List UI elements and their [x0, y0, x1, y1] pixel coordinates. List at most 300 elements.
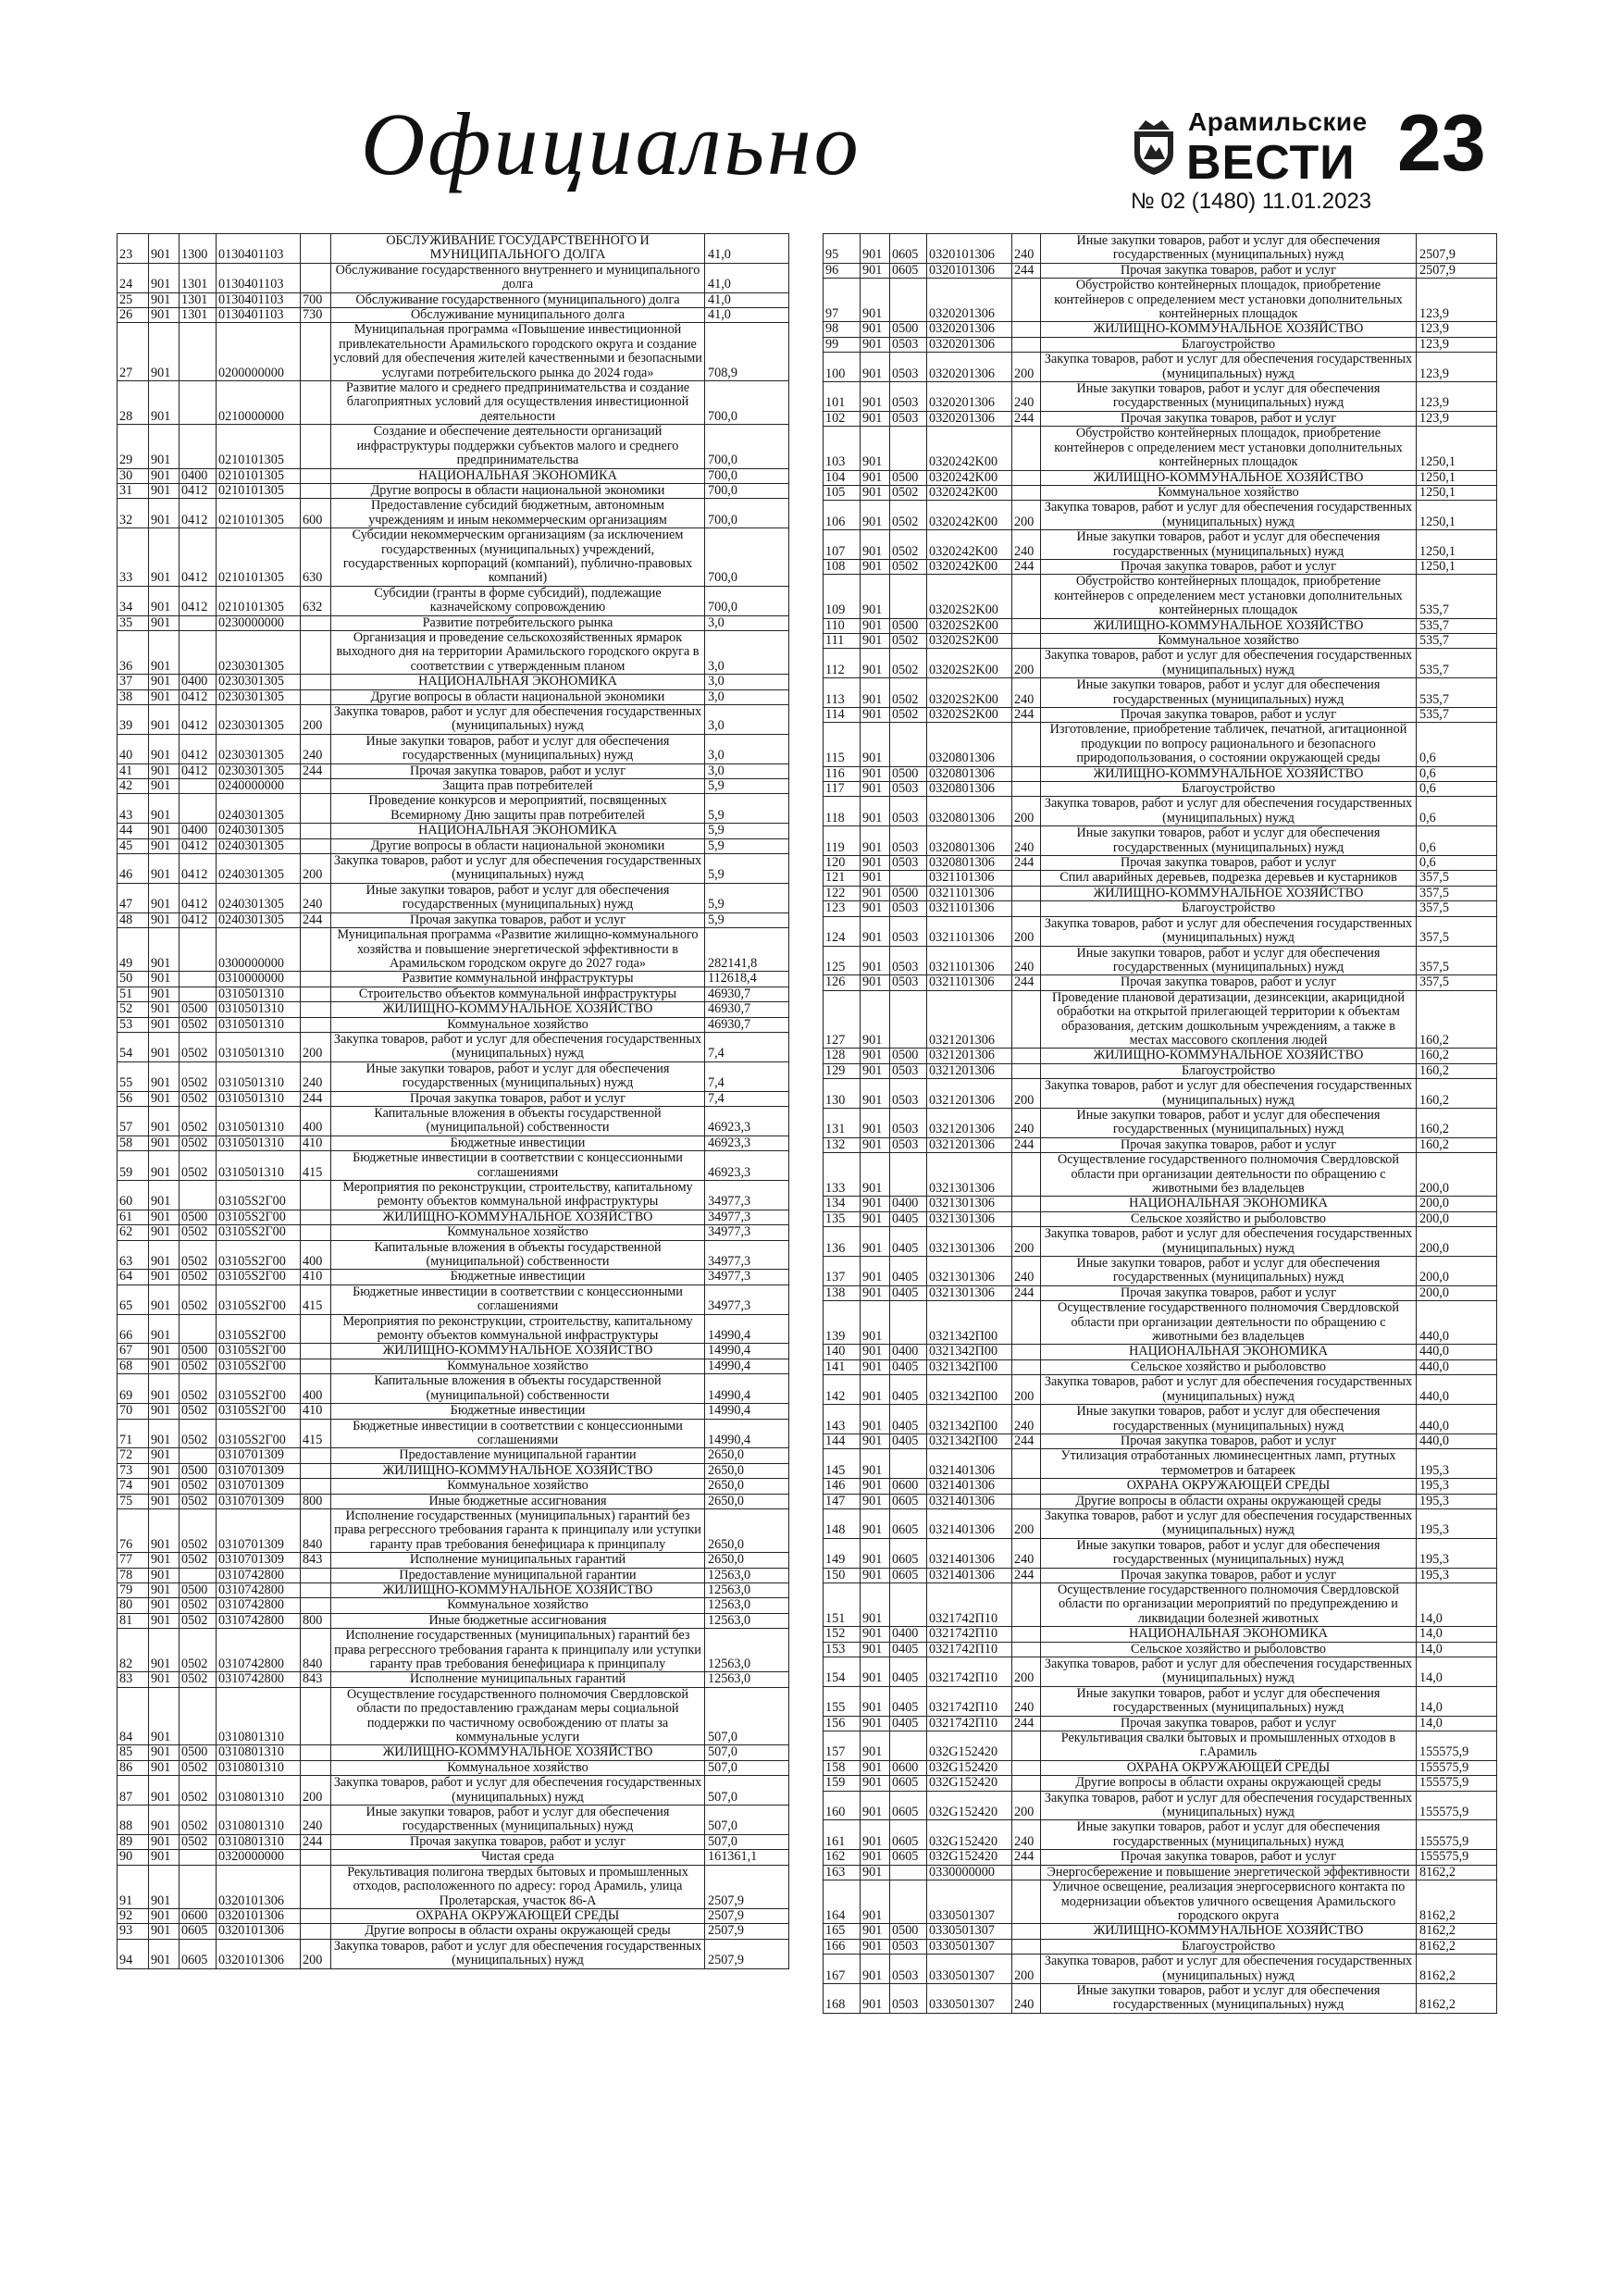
target-article-cell: 0130401103	[217, 292, 301, 307]
target-article-cell: 0321742П10	[927, 1657, 1012, 1687]
expense-type-cell	[301, 263, 331, 292]
item-name-cell: Иные закупки товаров, работ и услуг для обеспечения государственных (муниципальных) нужд	[1041, 530, 1417, 560]
amount-cell: 700,0	[705, 528, 789, 587]
item-name-cell: Коммунальное хозяйство	[1041, 633, 1417, 648]
admin-code-cell: 901	[149, 1270, 180, 1285]
amount-cell: 3,0	[705, 734, 789, 763]
expense-type-cell	[301, 972, 331, 987]
table-row	[824, 1657, 1497, 1687]
admin-code-cell: 901	[861, 1137, 890, 1152]
admin-code-cell: 901	[861, 946, 890, 975]
item-name-cell: Мероприятия по реконструкции, строительству, капитальному ремонту объектов коммунальной инфраструктуры	[331, 1314, 705, 1344]
section-code-cell: 0500	[180, 1344, 217, 1359]
admin-code-cell: 901	[861, 916, 890, 946]
amount-cell: 2650,0	[705, 1508, 789, 1552]
amount-cell: 12563,0	[705, 1598, 789, 1613]
table-row	[118, 1865, 789, 1908]
table-row	[824, 1939, 1497, 1954]
row-number-cell: 97	[824, 279, 861, 322]
admin-code-cell: 901	[861, 1227, 890, 1257]
expense-type-cell: 200	[301, 1939, 331, 1968]
admin-code-cell: 901	[861, 1642, 890, 1657]
section-code-cell: 0503	[890, 797, 927, 826]
amount-cell: 5,9	[705, 912, 789, 927]
admin-code-cell: 901	[149, 1210, 180, 1224]
section-code-cell: 0500	[890, 766, 927, 781]
target-article-cell: 0130401103	[217, 263, 301, 292]
table-row	[824, 901, 1497, 916]
target-article-cell: 0310742800	[217, 1568, 301, 1582]
table-row	[824, 1880, 1497, 1924]
expense-type-cell: 244	[1012, 411, 1041, 426]
admin-code-cell: 901	[861, 470, 890, 485]
expense-type-cell	[301, 928, 331, 972]
section-code-cell: 0400	[890, 1345, 927, 1359]
amount-cell: 8162,2	[1417, 1924, 1497, 1939]
expense-type-cell	[301, 1865, 331, 1908]
section-code-cell: 0412	[180, 734, 217, 763]
target-article-cell: 0320242K00	[927, 559, 1012, 574]
section-code-cell: 0405	[890, 1375, 927, 1405]
row-number-cell: 64	[118, 1270, 149, 1285]
section-code-cell: 0412	[180, 763, 217, 778]
section-code-cell: 0412	[180, 483, 217, 498]
target-article-cell: 0321401306	[927, 1568, 1012, 1582]
section-code-cell: 0502	[180, 1598, 217, 1613]
table-row	[824, 1049, 1497, 1063]
table-row	[118, 1240, 789, 1270]
expense-type-cell: 240	[1012, 1983, 1041, 2013]
expense-type-cell: 700	[301, 292, 331, 307]
amount-cell: 41,0	[705, 308, 789, 323]
section-code-cell: 0502	[890, 530, 927, 560]
amount-cell: 708,9	[705, 323, 789, 381]
section-code-cell	[890, 1582, 927, 1626]
item-name-cell: ЖИЛИЩНО-КОММУНАЛЬНОЕ ХОЗЯЙСТВО	[331, 1745, 705, 1760]
table-row	[824, 797, 1497, 826]
amount-cell: 34977,3	[705, 1285, 789, 1314]
table-row	[824, 382, 1497, 412]
item-name-cell: Иные закупки товаров, работ и услуг для обеспечения государственных (муниципальных) нужд	[1041, 678, 1417, 708]
amount-cell: 440,0	[1417, 1359, 1497, 1374]
item-name-cell: Прочая закупка товаров, работ и услуг	[1041, 1137, 1417, 1152]
admin-code-cell: 901	[149, 1479, 180, 1494]
target-article-cell: 0321101306	[927, 901, 1012, 916]
row-number-cell: 119	[824, 826, 861, 856]
section-code-cell: 0500	[180, 1002, 217, 1017]
row-number-cell: 135	[824, 1211, 861, 1226]
row-number-cell: 40	[118, 734, 149, 763]
section-code-cell: 0412	[180, 854, 217, 884]
item-name-cell: ЖИЛИЩНО-КОММУНАЛЬНОЕ ХОЗЯЙСТВО	[1041, 886, 1417, 900]
expense-type-cell: 730	[301, 308, 331, 323]
section-code-cell: 0503	[890, 916, 927, 946]
table-row	[118, 1359, 789, 1373]
admin-code-cell: 901	[149, 1344, 180, 1359]
target-article-cell: 03202S2K00	[927, 575, 1012, 618]
item-name-cell: Другие вопросы в области охраны окружающей среды	[1041, 1494, 1417, 1508]
target-article-cell: 0310501310	[217, 1032, 301, 1061]
admin-code-cell: 901	[861, 1924, 890, 1939]
section-code-cell: 0502	[180, 1404, 217, 1419]
expense-type-cell: 244	[1012, 559, 1041, 574]
target-article-cell: 0320801306	[927, 797, 1012, 826]
row-number-cell: 58	[118, 1136, 149, 1150]
table-row	[118, 883, 789, 912]
page-number: 23	[1397, 99, 1486, 188]
row-number-cell: 137	[824, 1257, 861, 1286]
admin-code-cell: 901	[149, 972, 180, 987]
item-name-cell: Бюджетные инвестиции	[331, 1136, 705, 1150]
table-row	[824, 1405, 1497, 1434]
item-name-cell: ЖИЛИЩНО-КОММУНАЛЬНОЕ ХОЗЯЙСТВО	[331, 1463, 705, 1478]
target-article-cell: 0310801310	[217, 1745, 301, 1760]
expense-type-cell: 240	[1012, 382, 1041, 412]
right-column	[823, 233, 1496, 2014]
admin-code-cell: 901	[861, 1494, 890, 1508]
table-row	[824, 1538, 1497, 1568]
table-row	[824, 1508, 1497, 1538]
amount-cell: 5,9	[705, 824, 789, 838]
table-row	[824, 1850, 1497, 1865]
section-code-cell: 0605	[890, 1494, 927, 1508]
target-article-cell: 0240301305	[217, 824, 301, 838]
table-row	[824, 1582, 1497, 1626]
admin-code-cell: 901	[149, 987, 180, 1001]
table-row	[118, 425, 789, 468]
item-name-cell: Закупка товаров, работ и услуг для обеспечения государственных (муниципальных) нужд	[1041, 1657, 1417, 1687]
expense-type-cell: 240	[301, 1061, 331, 1091]
target-article-cell: 0310701309	[217, 1508, 301, 1552]
row-number-cell: 118	[824, 797, 861, 826]
expense-type-cell: 200	[1012, 1657, 1041, 1687]
section-code-cell: 1301	[180, 308, 217, 323]
section-code-cell: 0412	[180, 705, 217, 735]
item-name-cell: Исполнение муниципальных гарантий	[331, 1672, 705, 1687]
amount-cell: 5,9	[705, 794, 789, 824]
table-row	[118, 1314, 789, 1344]
item-name-cell: Прочая закупка товаров, работ и услуг	[1041, 975, 1417, 990]
table-row	[824, 1776, 1497, 1791]
row-number-cell: 164	[824, 1880, 861, 1924]
item-name-cell: ЖИЛИЩНО-КОММУНАЛЬНОЕ ХОЗЯЙСТВО	[1041, 1049, 1417, 1063]
amount-cell: 507,0	[705, 1776, 789, 1806]
section-code-cell: 0600	[890, 1760, 927, 1775]
admin-code-cell: 901	[149, 1568, 180, 1582]
amount-cell: 2507,9	[1417, 234, 1497, 264]
table-row	[824, 1686, 1497, 1716]
item-name-cell: Прочая закупка товаров, работ и услуг	[1041, 1850, 1417, 1865]
amount-cell: 357,5	[1417, 871, 1497, 886]
row-number-cell: 41	[118, 763, 149, 778]
admin-code-cell: 901	[861, 1776, 890, 1791]
expense-type-cell	[1012, 1939, 1041, 1954]
section-code-cell: 0400	[180, 468, 217, 483]
admin-code-cell: 901	[149, 586, 180, 615]
admin-code-cell: 901	[861, 649, 890, 678]
section-code-cell: 0503	[890, 382, 927, 412]
amount-cell: 0,6	[1417, 826, 1497, 856]
expense-type-cell: 840	[301, 1629, 331, 1672]
item-name-cell: Другие вопросы в области национальной экономики	[331, 483, 705, 498]
admin-code-cell: 901	[149, 1582, 180, 1597]
item-name-cell: Иные закупки товаров, работ и услуг для обеспечения государственных (муниципальных) нужд	[1041, 1538, 1417, 1568]
target-article-cell: 0320801306	[927, 856, 1012, 871]
expense-type-cell	[1012, 723, 1041, 766]
row-number-cell: 57	[118, 1106, 149, 1136]
amount-cell: 123,9	[1417, 382, 1497, 412]
section-code-cell: 0502	[180, 1494, 217, 1508]
amount-cell: 1250,1	[1417, 530, 1497, 560]
section-code-cell: 0405	[890, 1716, 927, 1731]
row-number-cell: 159	[824, 1776, 861, 1791]
expense-type-cell: 200	[1012, 649, 1041, 678]
table-row	[824, 856, 1497, 871]
expense-type-cell	[1012, 470, 1041, 485]
item-name-cell: Закупка товаров, работ и услуг для обеспечения государственных (муниципальных) нужд	[1041, 1079, 1417, 1109]
item-name-cell: Прочая закупка товаров, работ и услуг	[1041, 1568, 1417, 1582]
row-number-cell: 136	[824, 1227, 861, 1257]
admin-code-cell: 901	[861, 234, 890, 264]
expense-type-cell	[301, 381, 331, 425]
table-row	[824, 501, 1497, 530]
admin-code-cell: 901	[149, 912, 180, 927]
section-code-cell: 0605	[180, 1939, 217, 1968]
expense-type-cell: 244	[301, 1091, 331, 1106]
budget-table-left	[117, 233, 789, 1969]
amount-cell: 507,0	[705, 1834, 789, 1849]
row-number-cell: 81	[118, 1613, 149, 1628]
target-article-cell: 0240301305	[217, 794, 301, 824]
amount-cell: 0,6	[1417, 766, 1497, 781]
table-row	[824, 1731, 1497, 1761]
target-article-cell: 0310701309	[217, 1494, 301, 1508]
expense-type-cell: 843	[301, 1553, 331, 1568]
target-article-cell: 0240301305	[217, 883, 301, 912]
amount-cell: 112618,4	[705, 972, 789, 987]
target-article-cell: 0300000000	[217, 928, 301, 972]
expense-type-cell	[1012, 1153, 1041, 1197]
row-number-cell: 32	[118, 499, 149, 528]
expense-type-cell	[1012, 1776, 1041, 1791]
expense-type-cell: 200	[1012, 1508, 1041, 1538]
left-column	[117, 233, 788, 1969]
table-row	[824, 1257, 1497, 1286]
row-number-cell: 109	[824, 575, 861, 618]
item-name-cell: НАЦИОНАЛЬНАЯ ЭКОНОМИКА	[1041, 1345, 1417, 1359]
expense-type-cell	[301, 468, 331, 483]
amount-cell: 14,0	[1417, 1627, 1497, 1642]
row-number-cell: 30	[118, 468, 149, 483]
table-row	[118, 779, 789, 794]
row-number-cell: 61	[118, 1210, 149, 1224]
target-article-cell: 0310801310	[217, 1760, 301, 1775]
admin-code-cell: 901	[149, 1404, 180, 1419]
amount-cell: 160,2	[1417, 1079, 1497, 1109]
row-number-cell: 29	[118, 425, 149, 468]
target-article-cell: 0320101306	[217, 1908, 301, 1923]
row-number-cell: 80	[118, 1598, 149, 1613]
section-code-cell: 0503	[890, 411, 927, 426]
expense-type-cell	[301, 1359, 331, 1373]
item-name-cell: НАЦИОНАЛЬНАЯ ЭКОНОМИКА	[331, 675, 705, 689]
expense-type-cell: 240	[1012, 1686, 1041, 1716]
section-code-cell	[890, 1301, 927, 1345]
item-name-cell: Строительство объектов коммунальной инфраструктуры	[331, 987, 705, 1001]
target-article-cell: 0320801306	[927, 782, 1012, 797]
admin-code-cell: 901	[861, 797, 890, 826]
target-article-cell: 03105S2Г00	[217, 1374, 301, 1404]
target-article-cell: 0321301306	[927, 1285, 1012, 1300]
expense-type-cell: 244	[1012, 1716, 1041, 1731]
admin-code-cell: 901	[861, 901, 890, 916]
amount-cell: 41,0	[705, 292, 789, 307]
row-number-cell: 157	[824, 1731, 861, 1761]
section-code-cell: 0502	[180, 1508, 217, 1552]
target-article-cell: 0321742П10	[927, 1642, 1012, 1657]
target-article-cell: 0330000000	[927, 1865, 1012, 1880]
table-row	[824, 559, 1497, 574]
section-code-cell: 0605	[890, 234, 927, 264]
table-row	[118, 1032, 789, 1061]
row-number-cell: 65	[118, 1285, 149, 1314]
row-number-cell: 42	[118, 779, 149, 794]
row-number-cell: 49	[118, 928, 149, 972]
amount-cell: 34977,3	[705, 1270, 789, 1285]
section-code-cell: 0400	[180, 824, 217, 838]
expense-type-cell	[1012, 279, 1041, 322]
expense-type-cell	[1012, 782, 1041, 797]
admin-code-cell: 901	[149, 1613, 180, 1628]
table-row	[824, 1079, 1497, 1109]
table-row	[118, 1924, 789, 1939]
item-name-cell: ЖИЛИЩНО-КОММУНАЛЬНОЕ ХОЗЯЙСТВО	[1041, 1924, 1417, 1939]
section-code-cell: 0600	[180, 1908, 217, 1923]
page-header	[0, 0, 1623, 213]
expense-type-cell	[1012, 427, 1041, 470]
target-article-cell: 0321401306	[927, 1479, 1012, 1494]
amount-cell: 7,4	[705, 1032, 789, 1061]
item-name-cell: ЖИЛИЩНО-КОММУНАЛЬНОЕ ХОЗЯЙСТВО	[1041, 470, 1417, 485]
section-code-cell: 1301	[180, 263, 217, 292]
row-number-cell: 45	[118, 838, 149, 853]
amount-cell: 3,0	[705, 675, 789, 689]
amount-cell: 440,0	[1417, 1375, 1497, 1405]
expense-type-cell: 244	[1012, 1850, 1041, 1865]
table-row	[824, 886, 1497, 900]
item-name-cell: Обслуживание муниципального долга	[331, 308, 705, 323]
row-number-cell: 78	[118, 1568, 149, 1582]
target-article-cell: 0330501307	[927, 1955, 1012, 1984]
target-article-cell: 0320101306	[927, 263, 1012, 278]
table-row	[824, 279, 1497, 322]
admin-code-cell: 901	[149, 1687, 180, 1745]
item-name-cell: Прочая закупка товаров, работ и услуг	[331, 1834, 705, 1849]
table-row	[118, 1629, 789, 1672]
admin-code-cell: 901	[861, 826, 890, 856]
section-code-cell: 0502	[180, 1479, 217, 1494]
table-row	[118, 1672, 789, 1687]
target-article-cell: 0310501310	[217, 1136, 301, 1150]
admin-code-cell: 901	[149, 499, 180, 528]
expense-type-cell	[301, 1017, 331, 1032]
amount-cell: 2650,0	[705, 1479, 789, 1494]
item-name-cell: Иные бюджетные ассигнования	[331, 1613, 705, 1628]
target-article-cell: 0130401103	[217, 308, 301, 323]
amount-cell: 195,3	[1417, 1568, 1497, 1582]
item-name-cell: Обслуживание государственного внутреннего и муниципального долга	[331, 263, 705, 292]
target-article-cell: 0321342П00	[927, 1359, 1012, 1374]
row-number-cell: 107	[824, 530, 861, 560]
table-row	[824, 485, 1497, 500]
table-row	[824, 766, 1497, 781]
item-name-cell: Прочая закупка товаров, работ и услуг	[1041, 856, 1417, 871]
table-row	[118, 1582, 789, 1597]
row-number-cell: 144	[824, 1433, 861, 1448]
item-name-cell: Иные закупки товаров, работ и услуг для обеспечения государственных (муниципальных) нужд	[1041, 1983, 1417, 2013]
item-name-cell: Капитальные вложения в объекты государственной (муниципальной) собственности	[331, 1374, 705, 1404]
expense-type-cell: 800	[301, 1613, 331, 1628]
expense-type-cell	[1012, 1627, 1041, 1642]
table-row	[824, 723, 1497, 766]
amount-cell: 5,9	[705, 779, 789, 794]
admin-code-cell: 901	[149, 615, 180, 630]
section-code-cell	[180, 1687, 217, 1745]
table-row	[118, 1061, 789, 1091]
section-code-cell: 0502	[180, 1270, 217, 1285]
target-article-cell: 0320101306	[217, 1924, 301, 1939]
table-row	[118, 1374, 789, 1404]
item-name-cell: Прочая закупка товаров, работ и услуг	[1041, 1716, 1417, 1731]
section-code-cell: 0405	[890, 1257, 927, 1286]
section-code-cell: 0400	[890, 1197, 927, 1211]
target-article-cell: 032G152420	[927, 1850, 1012, 1865]
row-number-cell: 90	[118, 1850, 149, 1865]
target-article-cell: 0321742П10	[927, 1627, 1012, 1642]
section-code-cell	[180, 381, 217, 425]
table-row	[118, 1419, 789, 1448]
target-article-cell: 0321301306	[927, 1211, 1012, 1226]
table-row	[824, 1791, 1497, 1820]
table-row	[118, 1598, 789, 1613]
section-code-cell: 0500	[180, 1582, 217, 1597]
section-code-cell: 0503	[890, 1063, 927, 1078]
item-name-cell: Закупка товаров, работ и услуг для обеспечения государственных (муниципальных) нужд	[331, 1939, 705, 1968]
admin-code-cell: 901	[149, 1032, 180, 1061]
section-code-cell	[890, 575, 927, 618]
table-row	[118, 1939, 789, 1968]
target-article-cell: 03105S2Г00	[217, 1285, 301, 1314]
item-name-cell: Рекультивация полигона твердых бытовых и промышленных отходов, расположенного по адресу: город Арамиль, улица Пролетарская, участок 86-А	[331, 1865, 705, 1908]
expense-type-cell	[1012, 633, 1041, 648]
row-number-cell: 76	[118, 1508, 149, 1552]
section-code-cell: 0503	[890, 353, 927, 382]
item-name-cell: Закупка товаров, работ и услуг для обеспечения государственных (муниципальных) нужд	[1041, 353, 1417, 382]
expense-type-cell	[1012, 1642, 1041, 1657]
section-code-cell	[180, 779, 217, 794]
expense-type-cell	[301, 1582, 331, 1597]
table-row	[118, 972, 789, 987]
target-article-cell: 0210101305	[217, 425, 301, 468]
table-row	[824, 1642, 1497, 1657]
item-name-cell: Иные бюджетные ассигнования	[331, 1494, 705, 1508]
target-article-cell: 0130401103	[217, 234, 301, 264]
amount-cell: 123,9	[1417, 279, 1497, 322]
row-number-cell: 160	[824, 1791, 861, 1820]
section-code-cell: 0405	[890, 1285, 927, 1300]
amount-cell: 535,7	[1417, 649, 1497, 678]
target-article-cell: 0320201306	[927, 279, 1012, 322]
